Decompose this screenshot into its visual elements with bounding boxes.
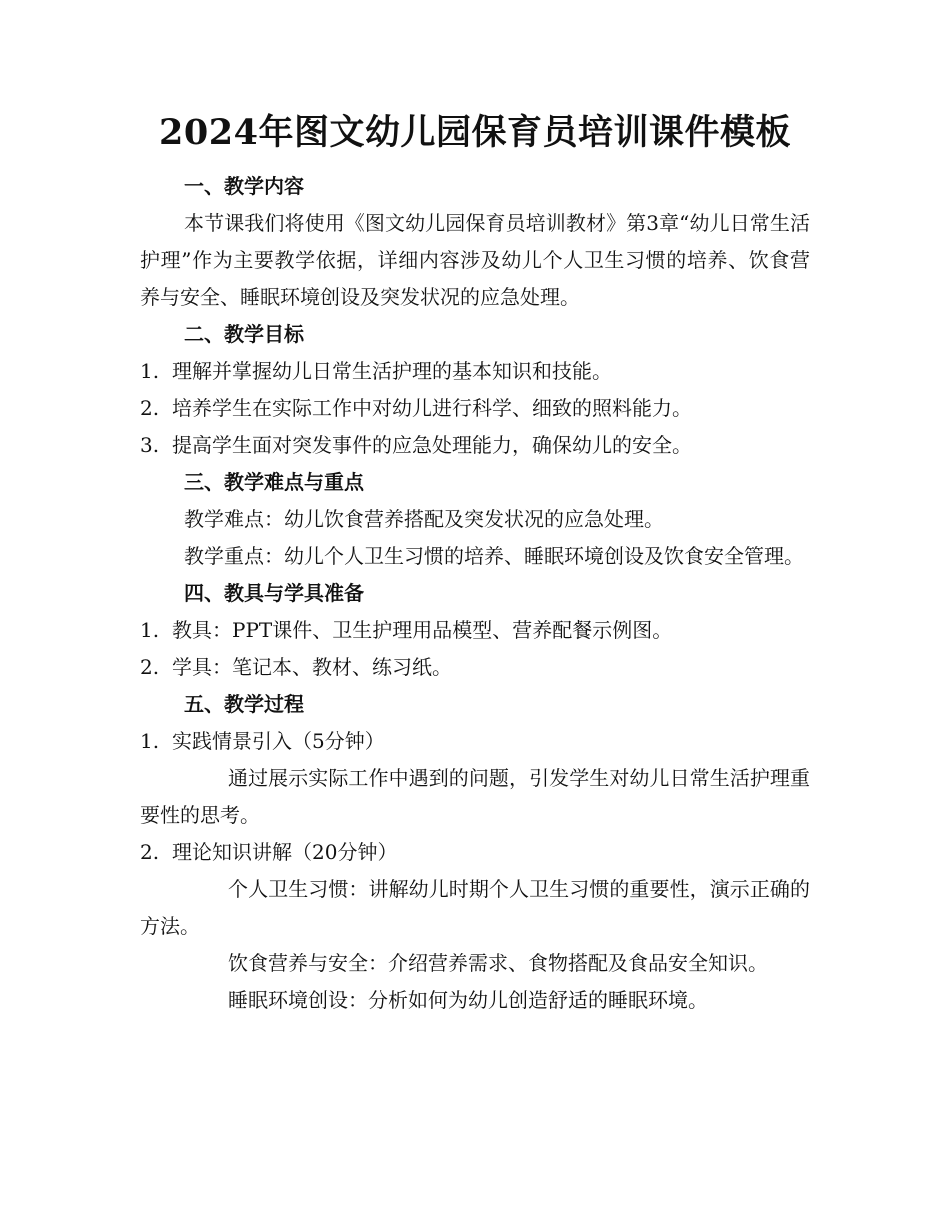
process-step-title <box>140 723 810 760</box>
section-heading-tools: 四、教具与学具准备 <box>184 581 364 605</box>
tool-item <box>140 612 810 649</box>
list-number: 1. <box>140 618 160 642</box>
process-step-paragraph: 个人卫生习惯：讲解幼儿时期个人卫生习惯的重要性，演示正确的方法。 <box>140 877 810 938</box>
goal-item <box>140 353 810 390</box>
list-number: 2. <box>140 655 160 679</box>
goal-item <box>140 427 810 464</box>
section-heading-difficulties: 三、教学难点与重点 <box>184 470 364 494</box>
list-number: 1. <box>140 359 160 383</box>
list-number: 2. <box>140 840 160 864</box>
list-text: 理解并掌握幼儿日常生活护理的基本知识和技能。 <box>172 359 612 383</box>
focus-paragraph: 教学重点：幼儿个人卫生习惯的培养、睡眠环境创设及饮食安全管理。 <box>184 544 804 568</box>
list-text: 培养学生在实际工作中对幼儿进行科学、细致的照料能力。 <box>172 396 692 420</box>
document-body <box>140 168 810 1019</box>
list-text: 实践情景引入（5分钟） <box>172 729 385 753</box>
list-text: 学具：笔记本、教材、练习纸。 <box>172 655 452 679</box>
list-number: 1. <box>140 729 160 753</box>
process-step-title <box>140 834 810 871</box>
process-step-paragraph: 睡眠环境创设：分析如何为幼儿创造舒适的睡眠环境。 <box>228 988 708 1012</box>
section-heading-process: 五、教学过程 <box>184 692 304 716</box>
tool-item <box>140 649 810 686</box>
list-text: 教具：PPT课件、卫生护理用品模型、营养配餐示例图。 <box>172 618 673 642</box>
goal-item <box>140 390 810 427</box>
section-heading-content: 一、教学内容 <box>184 174 304 198</box>
list-text: 理论知识讲解（20分钟） <box>172 840 398 864</box>
list-number: 2. <box>140 396 160 420</box>
list-number: 3. <box>140 433 160 457</box>
process-step-paragraph: 饮食营养与安全：介绍营养需求、食物搭配及食品安全知识。 <box>228 951 768 975</box>
section-heading-goals: 二、教学目标 <box>184 322 304 346</box>
process-step-paragraph: 通过展示实际工作中遇到的问题，引发学生对幼儿日常生活护理重要性的思考。 <box>140 766 810 827</box>
content-paragraph: 本节课我们将使用《图文幼儿园保育员培训教材》第3章“幼儿日常生活护理”作为主要教学依据，详细内容涉及幼儿个人卫生习惯的培养、饮食营养与安全、睡眠环境创设及突发状况的应急处理。 <box>140 211 810 309</box>
difficulty-paragraph: 教学难点：幼儿饮食营养搭配及突发状况的应急处理。 <box>184 507 664 531</box>
list-text: 提高学生面对突发事件的应急处理能力，确保幼儿的安全。 <box>172 433 692 457</box>
page-title: 2024年图文幼儿园保育员培训课件模板 <box>159 112 791 153</box>
